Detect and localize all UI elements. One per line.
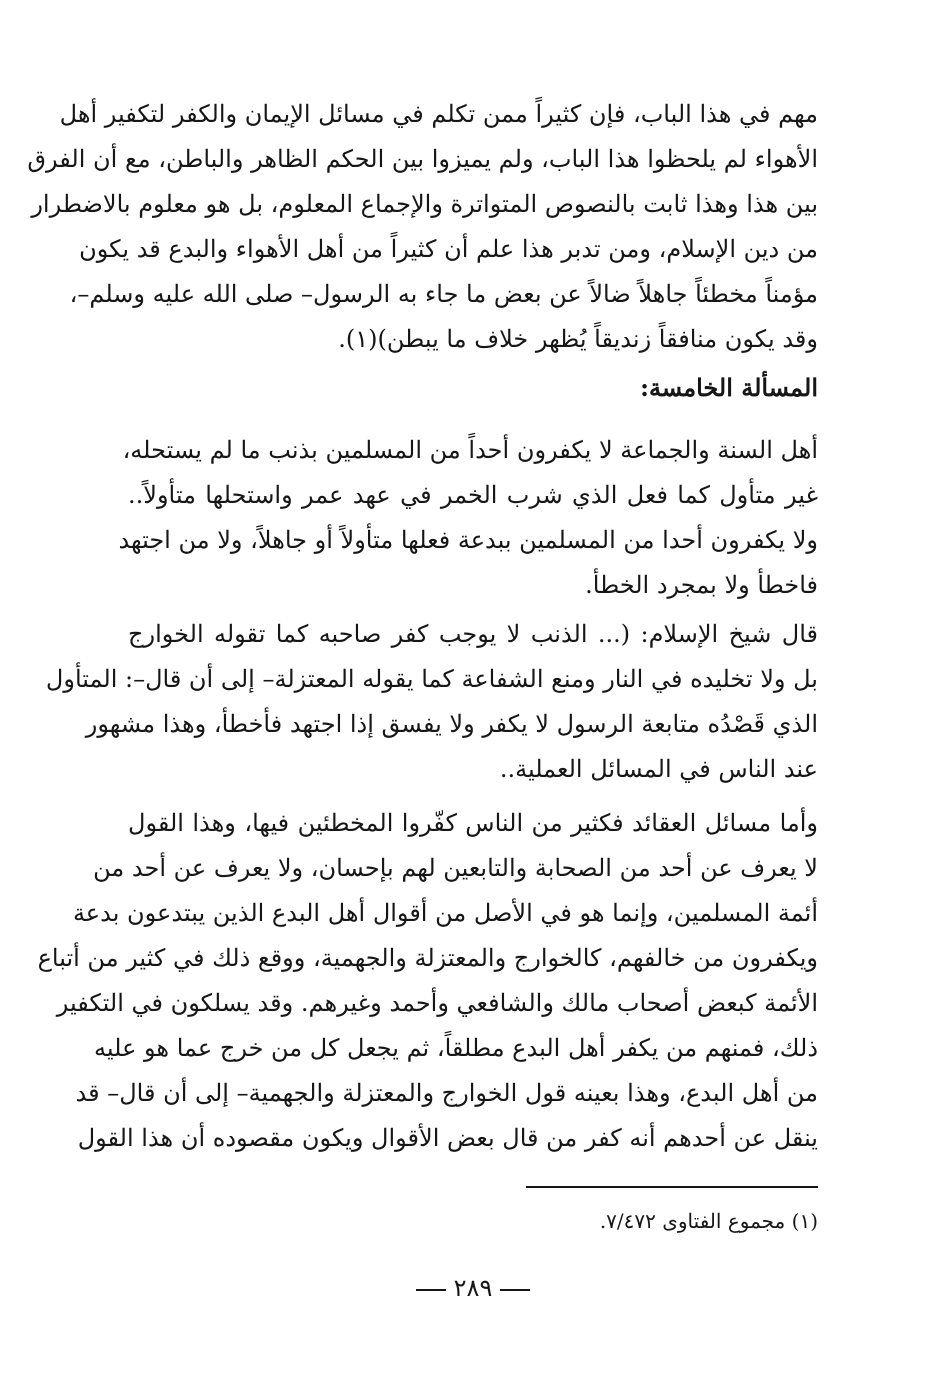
page-number: ٢٨٩ <box>453 1274 493 1302</box>
text-line: ويكفرون من خالفهم، كالخوارج والمعتزلة والجهمية، ووقع ذلك في كثير من أتباع <box>37 944 818 972</box>
text-line: من أهل البدع، وهذا بعينه قول الخوارج والمعتزلة والجهمية– إلى أن قال– قد <box>75 1079 818 1107</box>
text-line: مؤمناً مخطئاً جاهلاً ضالاً عن بعض ما جاء به الرسول– صلى الله عليه وسلم–، <box>69 280 818 308</box>
text-line: ولا يكفرون أحدا من المسلمين ببدعة فعلها متأولاً أو جاهلاً، ولا من اجتهد <box>118 526 818 554</box>
footnote: (١) مجموع الفتاوى ٧/٤٧٢. <box>599 1209 818 1233</box>
page-number-footer <box>0 1268 946 1308</box>
footnote-separator <box>526 1186 818 1188</box>
text-line: وأما مسائل العقائد فكثير من الناس كفّروا المخطئين فيها، وهذا القول <box>128 809 818 837</box>
text-line: الأهواء لم يلحظوا هذا الباب، ولم يميزوا بين الحكم الظاهر والباطن، مع أن الفرق <box>27 145 818 173</box>
text-line: الذي قَصْدُه متابعة الرسول لا يكفر ولا يفسق إذا اجتهد فأخطأ، وهذا مشهور <box>85 710 818 738</box>
text-line: بل ولا تخليده في النار ومنع الشفاعة كما يقوله المعتزلة– إلى أن قال–: المتأول <box>45 665 818 693</box>
dash-right <box>416 1289 446 1291</box>
text-line: فاخطأ ولا بمجرد الخطأ. <box>585 571 818 599</box>
text-line: بين هذا وهذا ثابت بالنصوص المتواترة والإجماع المعلوم، بل هو معلوم بالاضطرار <box>31 190 818 218</box>
text-line: ينقل عن أحدهم أنه كفر من قال بعض الأقوال ويكون مقصوده أن هذا القول <box>77 1124 818 1152</box>
text-line: مهم في هذا الباب، فإن كثيراً ممن تكلم في مسائل الإيمان والكفر لتكفير أهل <box>59 100 818 128</box>
text-line: من دين الإسلام، ومن تدبر هذا علم أن كثيراً من أهل الأهواء والبدع قد يكون <box>79 235 818 263</box>
text-line: الأئمة كبعض أصحاب مالك والشافعي وأحمد وغيرهم. وقد يسلكون في التكفير <box>56 989 818 1017</box>
text-line: وقد يكون منافقاً زنديقاً يُظهر خلاف ما يبطن)(١). <box>338 325 818 353</box>
text-line: غير متأول كما فعل الذي شرب الخمر في عهد عمر واستحلها متأولاً.. <box>128 481 819 509</box>
dash-left <box>500 1289 530 1291</box>
text-line: أئمة المسلمين، وإنما هو في الأصل من أقوال أهل البدع الذين يبتدعون بدعة <box>72 899 818 927</box>
text-line: قال شيخ الإسلام: (... الذنب لا يوجب كفر صاحبه كما تقوله الخوارج <box>128 620 818 648</box>
text-line: عند الناس في المسائل العملية.. <box>499 755 818 783</box>
text-line: أهل السنة والجماعة لا يكفرون أحداً من المسلمين بذنب ما لم يستحله، <box>122 436 818 464</box>
text-line: لا يعرف عن أحد من الصحابة والتابعين لهم بإحسان، ولا يعرف عن أحد من <box>93 854 818 882</box>
section-heading: المسألة الخامسة: <box>640 373 818 402</box>
text-line: ذلك، فمنهم من يكفر أهل البدع مطلقاً، ثم يجعل كل من خرج عما هو عليه <box>94 1034 818 1062</box>
